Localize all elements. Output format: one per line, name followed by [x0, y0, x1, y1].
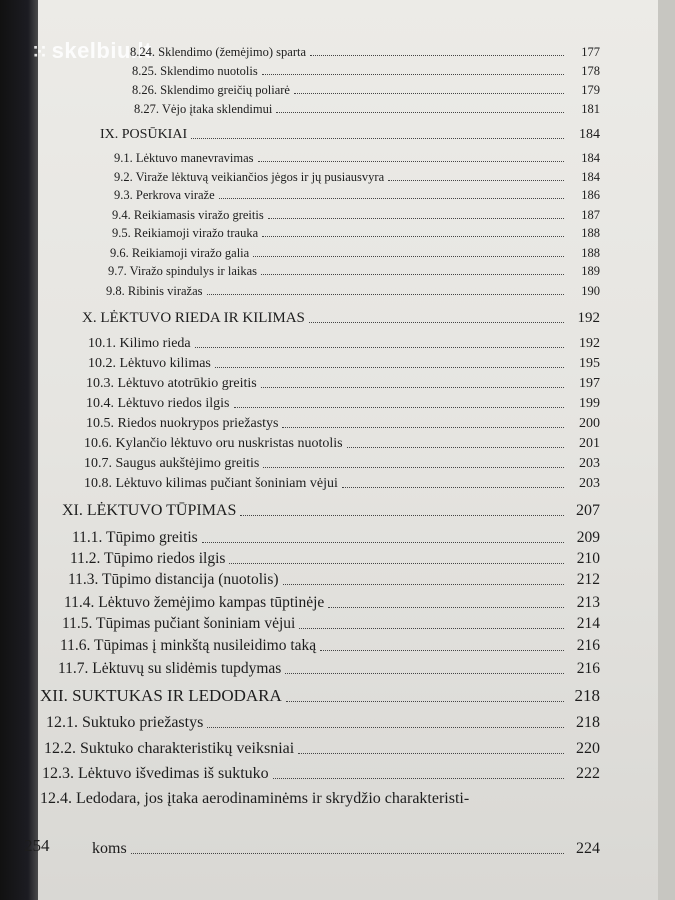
- toc-entry-page: 216: [576, 636, 600, 654]
- toc-leader-dots: [234, 407, 565, 408]
- toc-entry-page: 218: [576, 714, 600, 731]
- toc-entry: [112, 226, 600, 241]
- toc-entry-title: XII. SUKTUKAS IR LEDODARA: [40, 686, 282, 705]
- toc-entry: [108, 264, 600, 279]
- toc-entry-page: 177: [581, 44, 600, 59]
- toc-leader-dots: [195, 347, 564, 348]
- toc-entry-title: 9.1. Lėktuvo manevravimas: [114, 150, 254, 165]
- toc-entry: [58, 660, 600, 678]
- watermark-logo-icon: ⁙: [32, 42, 48, 62]
- toc-entry-page: 195: [579, 356, 600, 371]
- toc-leader-dots: [388, 180, 564, 181]
- toc-entry: [114, 151, 600, 166]
- toc-entry-title: 10.1. Kilimo rieda: [88, 336, 191, 351]
- toc-leader-dots: [273, 778, 564, 779]
- toc-entry: [84, 476, 600, 492]
- toc-entry: [88, 356, 600, 372]
- toc-leader-dots: [283, 584, 564, 585]
- toc-leader-dots: [276, 112, 564, 113]
- toc-entry-title: X. LĖKTUVO RIEDA IR KILIMAS: [82, 310, 305, 326]
- toc-leader-dots: [207, 294, 564, 295]
- toc-entry-page: 192: [577, 310, 600, 326]
- toc-entry-page: 224: [576, 840, 600, 857]
- toc-entry-title: 9.4. Reikiamasis viražo greitis: [112, 207, 264, 222]
- toc-leader-dots: [347, 447, 564, 448]
- toc-entry-page: 213: [576, 593, 600, 611]
- toc-entry-page: 184: [581, 150, 600, 165]
- toc-entry: [112, 208, 600, 223]
- toc-entry-title: 9.6. Reikiamoji viražo galia: [110, 245, 250, 260]
- toc-entry: [62, 502, 600, 520]
- toc-entry-page: 190: [581, 283, 600, 298]
- toc-entry: [114, 170, 600, 185]
- toc-entry-title: koms: [92, 840, 127, 857]
- toc-leader-dots: [299, 628, 564, 629]
- toc-entry: [40, 686, 600, 706]
- toc-entry: [64, 594, 600, 612]
- toc-entry-title: IX. POSŪKIAI: [100, 127, 188, 142]
- toc-leader-dots: [286, 701, 564, 702]
- toc-entry: [46, 714, 600, 732]
- toc-entry-title: 9.2. Viraže lėktuvą veikiančios jėgos ir jų pusiausvyra: [114, 169, 385, 184]
- toc-leader-dots: [240, 515, 564, 516]
- toc-entry: [130, 45, 600, 60]
- toc-entry-title: 11.6. Tūpimas į minkštą nusileidimo taką: [60, 636, 317, 654]
- toc-entry-page: 179: [581, 82, 600, 97]
- toc-entry-page: 209: [576, 528, 600, 546]
- toc-entry-page: 187: [581, 207, 600, 222]
- toc-entry-page: 199: [579, 396, 600, 411]
- page-edge: [658, 0, 675, 900]
- toc-entry-title: 10.7. Saugus aukštėjimo greitis: [84, 456, 260, 471]
- toc-leader-dots: [131, 853, 564, 854]
- toc-entry-title: 10.6. Kylančio lėktuvo oru nuskristas nuotolis: [84, 436, 343, 451]
- toc-entry-title: 9.5. Reikiamoji viražo trauka: [112, 225, 259, 240]
- toc-entry: [88, 336, 600, 352]
- page-number: 254: [24, 836, 50, 855]
- toc-entry: [110, 246, 600, 261]
- toc-leader-dots: [298, 753, 564, 754]
- toc-entry-title: 10.3. Lėktuvo atotrūkio greitis: [86, 376, 257, 391]
- toc-entry-page: 189: [581, 263, 600, 278]
- toc-leader-dots: [229, 563, 564, 564]
- toc-entry-title: 12.3. Lėktuvo išvedimas iš suktuko: [42, 765, 269, 782]
- toc-leader-dots: [268, 218, 564, 219]
- toc-entry-title: 10.5. Riedos nuokrypos priežastys: [86, 416, 279, 431]
- toc-entry: [70, 550, 600, 568]
- toc-entry-page: 203: [579, 476, 600, 491]
- toc-entry-title: 10.8. Lėktuvo kilimas pučiant šoniniam vėjui: [84, 476, 338, 491]
- toc-leader-dots: [261, 274, 564, 275]
- toc-entry-title: 9.3. Perkrova viraže: [114, 187, 215, 202]
- toc-leader-dots: [202, 542, 564, 543]
- toc-entry: [100, 127, 600, 143]
- toc-entry-page: 184: [581, 169, 600, 184]
- toc-leader-dots: [263, 467, 564, 468]
- toc-leader-dots: [320, 650, 564, 651]
- toc-leader-dots: [310, 55, 564, 56]
- toc-entry-page: 188: [581, 245, 600, 260]
- toc-leader-dots: [282, 427, 564, 428]
- toc-leader-dots: [294, 93, 564, 94]
- toc-entry-page: 188: [581, 225, 600, 240]
- toc-entry: [114, 188, 600, 203]
- toc-entry: [82, 310, 600, 327]
- toc-entry-page: 197: [579, 376, 600, 391]
- toc-entry: [132, 64, 600, 79]
- toc-entry: [60, 637, 600, 655]
- watermark-text: skelbiu.lt: [51, 38, 152, 63]
- toc-entry-title: 11.5. Tūpimas pučiant šoniniam vėjui: [62, 614, 296, 632]
- toc-entry: [42, 765, 600, 783]
- toc-entry: [72, 529, 600, 547]
- toc-entry-title: 12.4. Ledodara, jos įtaka aerodinaminėms ir skrydžio charakteristi-: [40, 790, 470, 807]
- toc-entry-page: 181: [581, 101, 600, 116]
- toc-entry-page: 200: [579, 416, 600, 431]
- toc-entry: [84, 456, 600, 472]
- toc-entry-title: 11.2. Tūpimo riedos ilgis: [70, 549, 226, 567]
- toc-entry-page: 214: [576, 614, 600, 632]
- toc-entry-page: 186: [581, 187, 600, 202]
- toc-entry-page: 216: [576, 659, 600, 677]
- toc-entry: [86, 396, 600, 412]
- toc-entry-title: 11.7. Lėktuvų su slidėmis tupdymas: [58, 659, 282, 677]
- toc-leader-dots: [262, 74, 564, 75]
- toc-leader-dots: [207, 727, 564, 728]
- toc-entry: [106, 284, 600, 299]
- toc-entry-page: 212: [576, 570, 600, 588]
- toc-entry-title: 12.1. Suktuko priežastys: [46, 714, 204, 731]
- toc-leader-dots: [253, 256, 564, 257]
- toc-leader-dots: [328, 607, 564, 608]
- toc-entry-title: 9.8. Ribinis viražas: [106, 283, 203, 298]
- toc-entry-title: 10.4. Lėktuvo riedos ilgis: [86, 396, 230, 411]
- toc-entry-title: 8.27. Vėjo įtaka sklendimui: [134, 101, 273, 116]
- toc-entry: [134, 102, 600, 117]
- toc-entry-title: 12.2. Suktuko charakteristikų veiksniai: [44, 740, 295, 757]
- toc-entry-page: 207: [576, 502, 600, 519]
- toc-leader-dots: [262, 236, 564, 237]
- toc-entry-page: 192: [579, 336, 600, 351]
- toc-entry: [86, 376, 600, 392]
- toc-entry-title: 11.4. Lėktuvo žemėjimo kampas tūptinėje: [64, 593, 325, 611]
- toc-entry-title: 8.24. Sklendimo (žemėjimo) sparta: [130, 44, 307, 59]
- toc-entry-title: XI. LĖKTUVO TŪPIMAS: [62, 502, 237, 519]
- toc-entry: [84, 436, 600, 452]
- toc-leader-dots: [191, 138, 564, 139]
- toc-entry-page: 218: [574, 686, 600, 705]
- toc-entry-title: 8.26. Sklendimo greičių poliarė: [132, 82, 290, 97]
- toc-entry-title: 9.7. Viražo spindulys ir laikas: [108, 263, 257, 278]
- toc-leader-dots: [309, 322, 564, 323]
- toc-entry-page: 184: [579, 127, 600, 142]
- toc-entry-page: 210: [576, 549, 600, 567]
- toc-entry-title: 11.3. Tūpimo distancija (nuotolis): [68, 570, 279, 588]
- toc-leader-dots: [285, 673, 564, 674]
- toc-leader-dots: [261, 387, 564, 388]
- toc-entry: [62, 615, 600, 633]
- toc-entry-title: 11.1. Tūpimo greitis: [72, 528, 198, 546]
- toc-entry: [86, 416, 600, 432]
- toc-entry: [132, 83, 600, 98]
- toc-entry: [92, 840, 600, 858]
- toc-leader-dots: [215, 367, 564, 368]
- toc-leader-dots: [219, 198, 564, 199]
- toc-entry: [68, 571, 600, 589]
- toc-entry-page: 203: [579, 456, 600, 471]
- toc-entry-page: 178: [581, 63, 600, 78]
- toc-entry: [44, 740, 600, 758]
- toc-entry-title: 8.25. Sklendimo nuotolis: [132, 63, 258, 78]
- toc-leader-dots: [342, 487, 564, 488]
- toc-entry-page: 222: [576, 765, 600, 782]
- toc-entry-page: 220: [576, 740, 600, 757]
- toc-entry: [40, 790, 600, 808]
- toc-entry-title: 10.2. Lėktuvo kilimas: [88, 356, 211, 371]
- toc-entry-page: 201: [579, 436, 600, 451]
- book-spine: [0, 0, 40, 900]
- toc-leader-dots: [258, 161, 564, 162]
